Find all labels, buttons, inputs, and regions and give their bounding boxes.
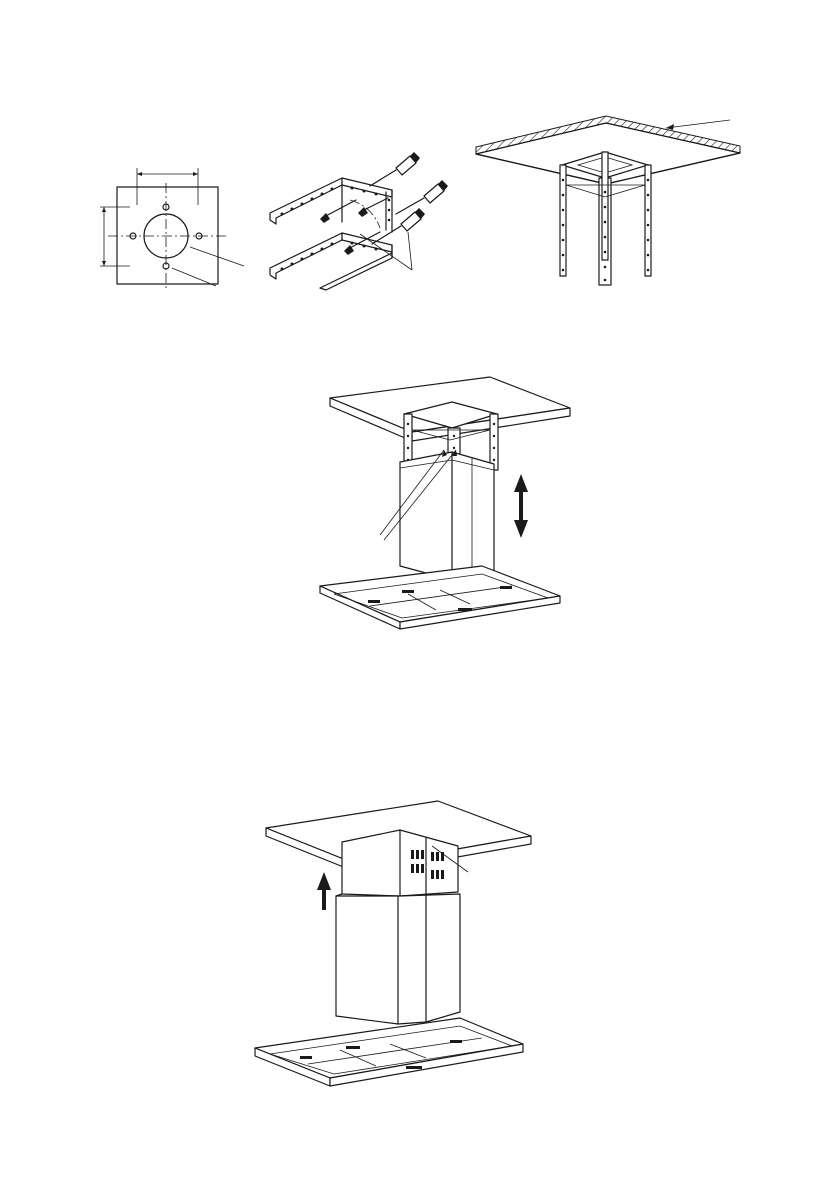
fig-hole-template	[100, 168, 244, 290]
fig-upper-chimney	[255, 801, 531, 1086]
up-arrow-icon	[317, 872, 331, 910]
wall-plug-icon	[370, 152, 448, 244]
fig-frame-on-ceiling	[476, 116, 740, 285]
double-arrow-icon	[514, 474, 528, 538]
fig-bracket-assembly	[270, 152, 448, 290]
fig-lower-chimney	[320, 377, 570, 629]
